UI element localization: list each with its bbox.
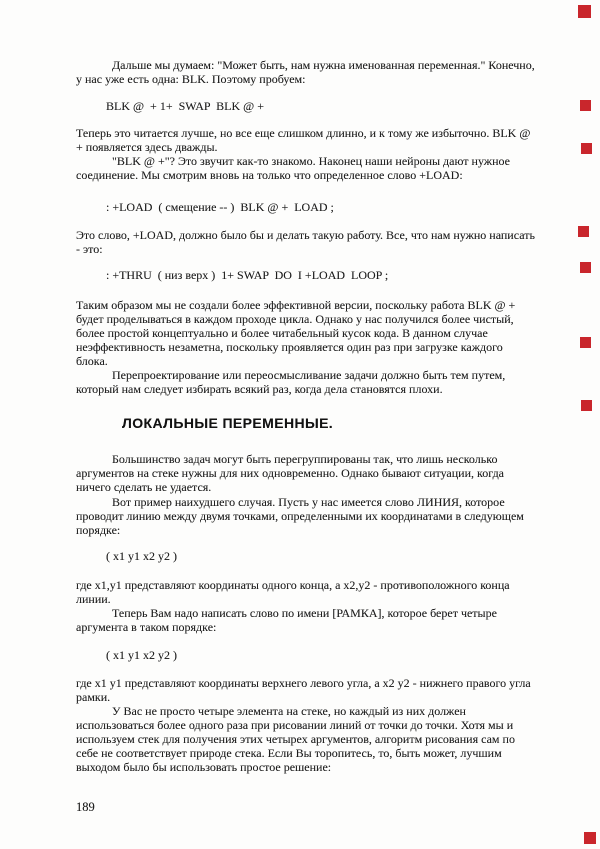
text-line: У Вас не просто четыре элемента на стеке, но каждый из них должен [112, 704, 466, 718]
paragraph [76, 606, 497, 634]
text-line: используем стек для получения этих четырех аргументов, алгоритм рисования сам по [76, 732, 515, 746]
text-line: ( x1 y1 x2 y2 ) [106, 648, 177, 662]
red-margin-marker [580, 262, 591, 273]
red-margin-marker [581, 400, 592, 411]
text-line: ЛОКАЛЬНЫЕ ПЕРЕМЕННЫЕ. [122, 415, 334, 431]
code-line-block [76, 549, 177, 563]
paragraph [76, 704, 515, 774]
red-margin-marker [580, 337, 591, 348]
text-line: линии. [76, 592, 111, 606]
text-line: аргумента в таком порядке: [76, 620, 217, 634]
text-line: ( x1 y1 x2 y2 ) [106, 549, 177, 563]
page-number: 189 [76, 800, 95, 814]
text-line: неэффективность незаметна, поскольку проявляется один раз при загрузке каждого [76, 340, 503, 354]
paragraph [76, 126, 530, 154]
paragraph [76, 228, 535, 256]
text-line: ничего сделать не удается. [76, 480, 212, 494]
red-margin-marker [580, 100, 591, 111]
section-heading [76, 415, 333, 431]
text-line: Перепроектирование или переосмысливание задачи должно быть тем путем, [112, 368, 506, 382]
text-line: соединение. Мы смотрим вновь на только что определенное слово +LOAD: [76, 168, 463, 182]
text-line: у нас уже есть одна: BLK. Поэтому пробуем: [76, 72, 306, 86]
text-line: : +THRU ( низ верх ) 1+ SWAP DO I +LOAD LOOP ; [106, 268, 389, 282]
text-line: более простой концептуально и более читабельный кусок кода. В данном случае [76, 326, 488, 340]
text-line: : +LOAD ( смещение -- ) BLK @ + LOAD ; [106, 200, 334, 214]
paragraph [76, 154, 510, 182]
text-line: где x1,y1 представляют координаты одного конца, а x2,y2 - противоположного конца [76, 578, 510, 592]
text-line: проводит линию между двумя точками, определенными их координатами в следующем [76, 509, 524, 523]
paragraph [76, 298, 515, 368]
text-line: Теперь это читается лучше, но все еще слишком длинно, и к тому же избыточно. BLK @ [76, 126, 531, 140]
red-margin-marker [581, 143, 592, 154]
text-line: Вот пример наихудшего случая. Пусть у нас имеется слово ЛИНИЯ, которое [112, 495, 505, 509]
code-line-block [76, 268, 388, 282]
text-line: себе не соответствует природе стека. Если Вы торопитесь, то, быть может, лучшим [76, 746, 502, 760]
code-line-block [76, 200, 334, 214]
text-line: + появляется здесь дважды. [76, 140, 218, 154]
red-margin-marker [584, 832, 596, 844]
text-line: "BLK @ +"? Это звучит как-то знакомо. Наконец наши нейроны дают нужное [112, 154, 510, 168]
text-line: где x1 y1 представляют координаты верхнего левого угла, а x2 y2 - нижнего правого угла [76, 676, 531, 690]
text-line: который нам следует избирать всякий раз, когда дела становятся плохи. [76, 382, 443, 396]
code-line-block [76, 99, 264, 113]
red-margin-marker [578, 226, 589, 237]
text-line: Теперь Вам надо написать слово по имени [РАМКА], которое берет четыре [112, 606, 497, 620]
text-line: порядке: [76, 523, 121, 537]
paragraph [76, 578, 510, 606]
text-line: BLK @ + 1+ SWAP BLK @ + [106, 99, 264, 113]
text-line: Дальше мы думаем: "Может быть, нам нужна именованная переменная." Конечно, [112, 58, 535, 72]
text-line: Большинство задач могут быть перегруппированы так, что лишь несколько [112, 452, 498, 466]
text-line: - это: [76, 242, 103, 256]
text-line: использоваться более одного раза при рисовании линий от точки до точки. Хотя мы и [76, 718, 514, 732]
text-line: аргументов на стеке нужны для них одновременно. Однако бывают ситуации, когда [76, 466, 504, 480]
text-line: блока. [76, 354, 108, 368]
paragraph [76, 452, 504, 494]
paragraph [76, 495, 524, 537]
text-line: рамки. [76, 690, 111, 704]
paragraph [76, 58, 535, 86]
text-line: Это слово, +LOAD, должно было бы и делать такую работу. Все, что нам нужно написать [76, 228, 535, 242]
paragraph [76, 368, 505, 396]
text-line: Таким образом мы не создали более эффективной версии, поскольку работа BLK @ + [76, 298, 516, 312]
paragraph [76, 676, 531, 704]
text-line: будет проделываться в каждом проходе цикла. Однако у нас получился более чистый, [76, 312, 514, 326]
red-margin-marker [578, 5, 591, 18]
text-line: выходом было бы использовать простое решение: [76, 760, 332, 774]
code-line-block [76, 648, 177, 662]
